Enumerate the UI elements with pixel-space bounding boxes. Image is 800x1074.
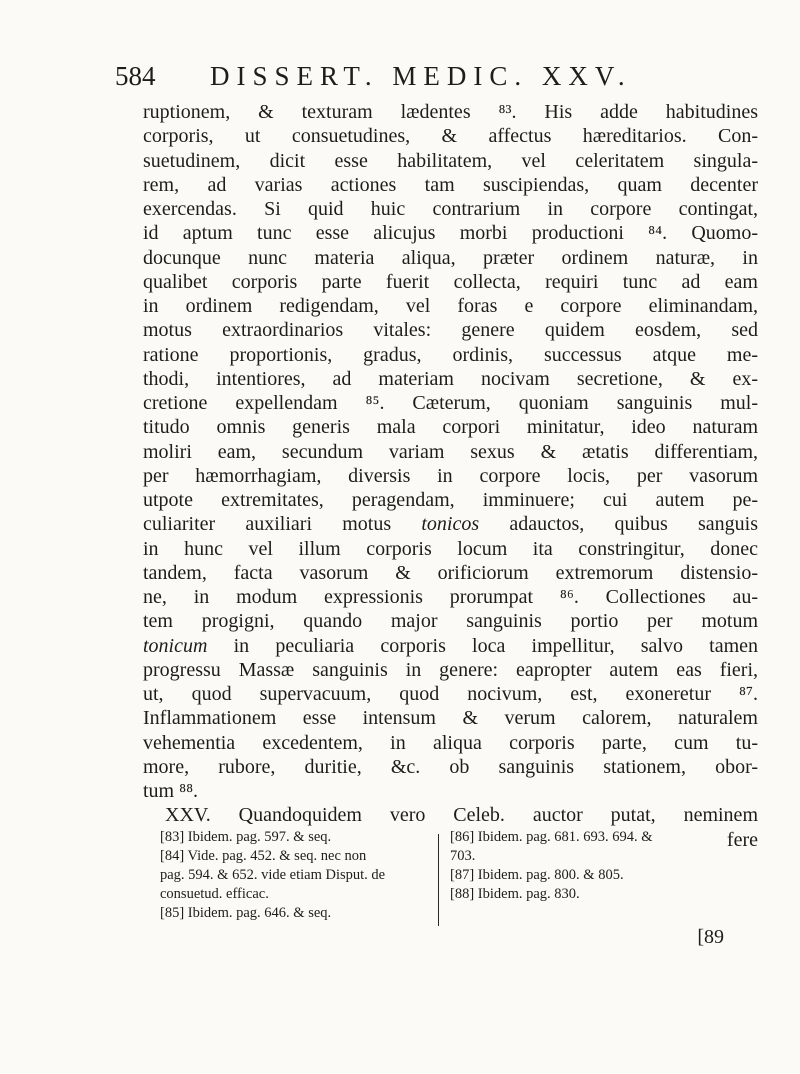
- footnote: [85] Ibidem. pag. 646. & seq.: [160, 905, 332, 921]
- text-line: rem, ad varias actiones tam suscipiendas, quam decenter: [143, 173, 758, 196]
- text-line: ratione proportionis, gradus, ordinis, successus atque me-: [143, 343, 758, 366]
- text-line: tandem, facta vasorum & orificiorum extremorum distensio-: [143, 561, 758, 584]
- catchword: [89: [697, 926, 724, 948]
- footnotes: [160, 828, 760, 938]
- section-heading-line: XXV. Quandoquidem vero Celeb. auctor putat, neminem: [165, 804, 758, 827]
- text-line: docunque nunc materia aliqua, præter ordinem naturæ, in: [143, 246, 758, 269]
- footnote: [84] Vide. pag. 452. & seq. nec non: [160, 848, 367, 864]
- footnote: [87] Ibidem. pag. 800. & 805.: [450, 867, 624, 883]
- text-line: per hæmorrhagiam, diversis in corpore locis, per vasorum: [143, 464, 758, 487]
- text-line: in ordinem redigendam, vel foras e corpore eliminandam,: [143, 295, 758, 317]
- italic-term: tonicos: [421, 513, 480, 536]
- text-line: suetudinem, dicit esse habilitatem, vel celeritatem singula-: [143, 149, 758, 172]
- text-line: ne, in modum expressionis prorumpat ⁸⁶. Collectiones au-: [143, 586, 758, 608]
- footnote: [88] Ibidem. pag. 830.: [450, 886, 580, 902]
- footnote: [83] Ibidem. pag. 597. & seq.: [160, 829, 332, 845]
- text-line: qualibet corporis parte fuerit collecta, requiri tunc ad eam: [143, 270, 758, 293]
- text-line: ruptionem, & texturam lædentes ⁸³. His adde habitudines: [143, 101, 758, 123]
- text-line: more, rubore, duritie, &c. ob sanguinis stationem, obor-: [143, 755, 758, 778]
- text-line: progressu Massæ sanguinis in genere: eapropter autem eas fieri,: [143, 658, 758, 681]
- text-line: motus extraordinarios vitales: genere quidem eosdem, sed: [143, 319, 758, 342]
- text-line: [143, 634, 758, 658]
- text-line: [143, 512, 758, 536]
- text-line: in hunc vel illum corporis locum ita constringitur, donec: [143, 537, 758, 560]
- text-segment: in peculiaria corporis loca impellitur, salvo tamen: [233, 634, 758, 657]
- text-line: fere: [726, 828, 758, 851]
- footnotes-right-column: [450, 828, 750, 904]
- text-line: titudo omnis generis mala corpori minitatur, ideo naturam: [143, 416, 758, 439]
- text-segment: adauctos, quibus sanguis: [509, 513, 758, 536]
- text-line: Inflammationem esse intensum & verum calorem, naturalem: [143, 707, 758, 730]
- text-line: id aptum tunc esse alicujus morbi productioni ⁸⁴. Quomo-: [143, 222, 758, 245]
- text-line: exercendas. Si quid huic contrarium in corpore contingat,: [143, 198, 758, 220]
- text-line: vehementia excedentem, in aliqua corporis parte, cum tu-: [143, 731, 758, 754]
- text-line: cretione expellendam ⁸⁵. Cæterum, quoniam sanguinis mul-: [143, 392, 758, 414]
- page-number: 584: [115, 61, 156, 91]
- text-line: utpote extremitates, peragendam, imminuere; cui autem pe-: [143, 489, 758, 511]
- footnotes-left-column: [160, 828, 430, 923]
- footnote-continuation: 703.: [450, 848, 476, 864]
- running-title: DISSERT. MEDIC. XXV.: [210, 61, 632, 91]
- text-line: tum ⁸⁸.: [143, 780, 199, 802]
- text-line: tem progigni, quando major sanguinis portio per motum: [143, 610, 758, 633]
- italic-term: tonicum: [143, 634, 208, 657]
- text-line: ut, quod supervacuum, quod nocivum, est, exoneretur ⁸⁷.: [143, 683, 758, 705]
- text-line: moliri eam, secundum variam sexus & ætatis differentiam,: [143, 440, 758, 463]
- page-header: [115, 56, 675, 96]
- footnote-continuation: consuetud. efficac.: [160, 886, 269, 902]
- body-text: [143, 100, 758, 852]
- footnote-divider: [438, 834, 439, 926]
- text-segment: culiariter auxiliari motus: [143, 513, 392, 536]
- text-line: thodi, intentiores, ad materiam nocivam secretione, & ex-: [143, 367, 758, 390]
- text-line: corporis, ut consuetudines, & affectus hæreditarios. Con-: [143, 125, 758, 148]
- footnote-continuation: pag. 594. & 652. vide etiam Disput. de: [160, 867, 386, 883]
- footnote: [86] Ibidem. pag. 681. 693. 694. &: [450, 829, 653, 845]
